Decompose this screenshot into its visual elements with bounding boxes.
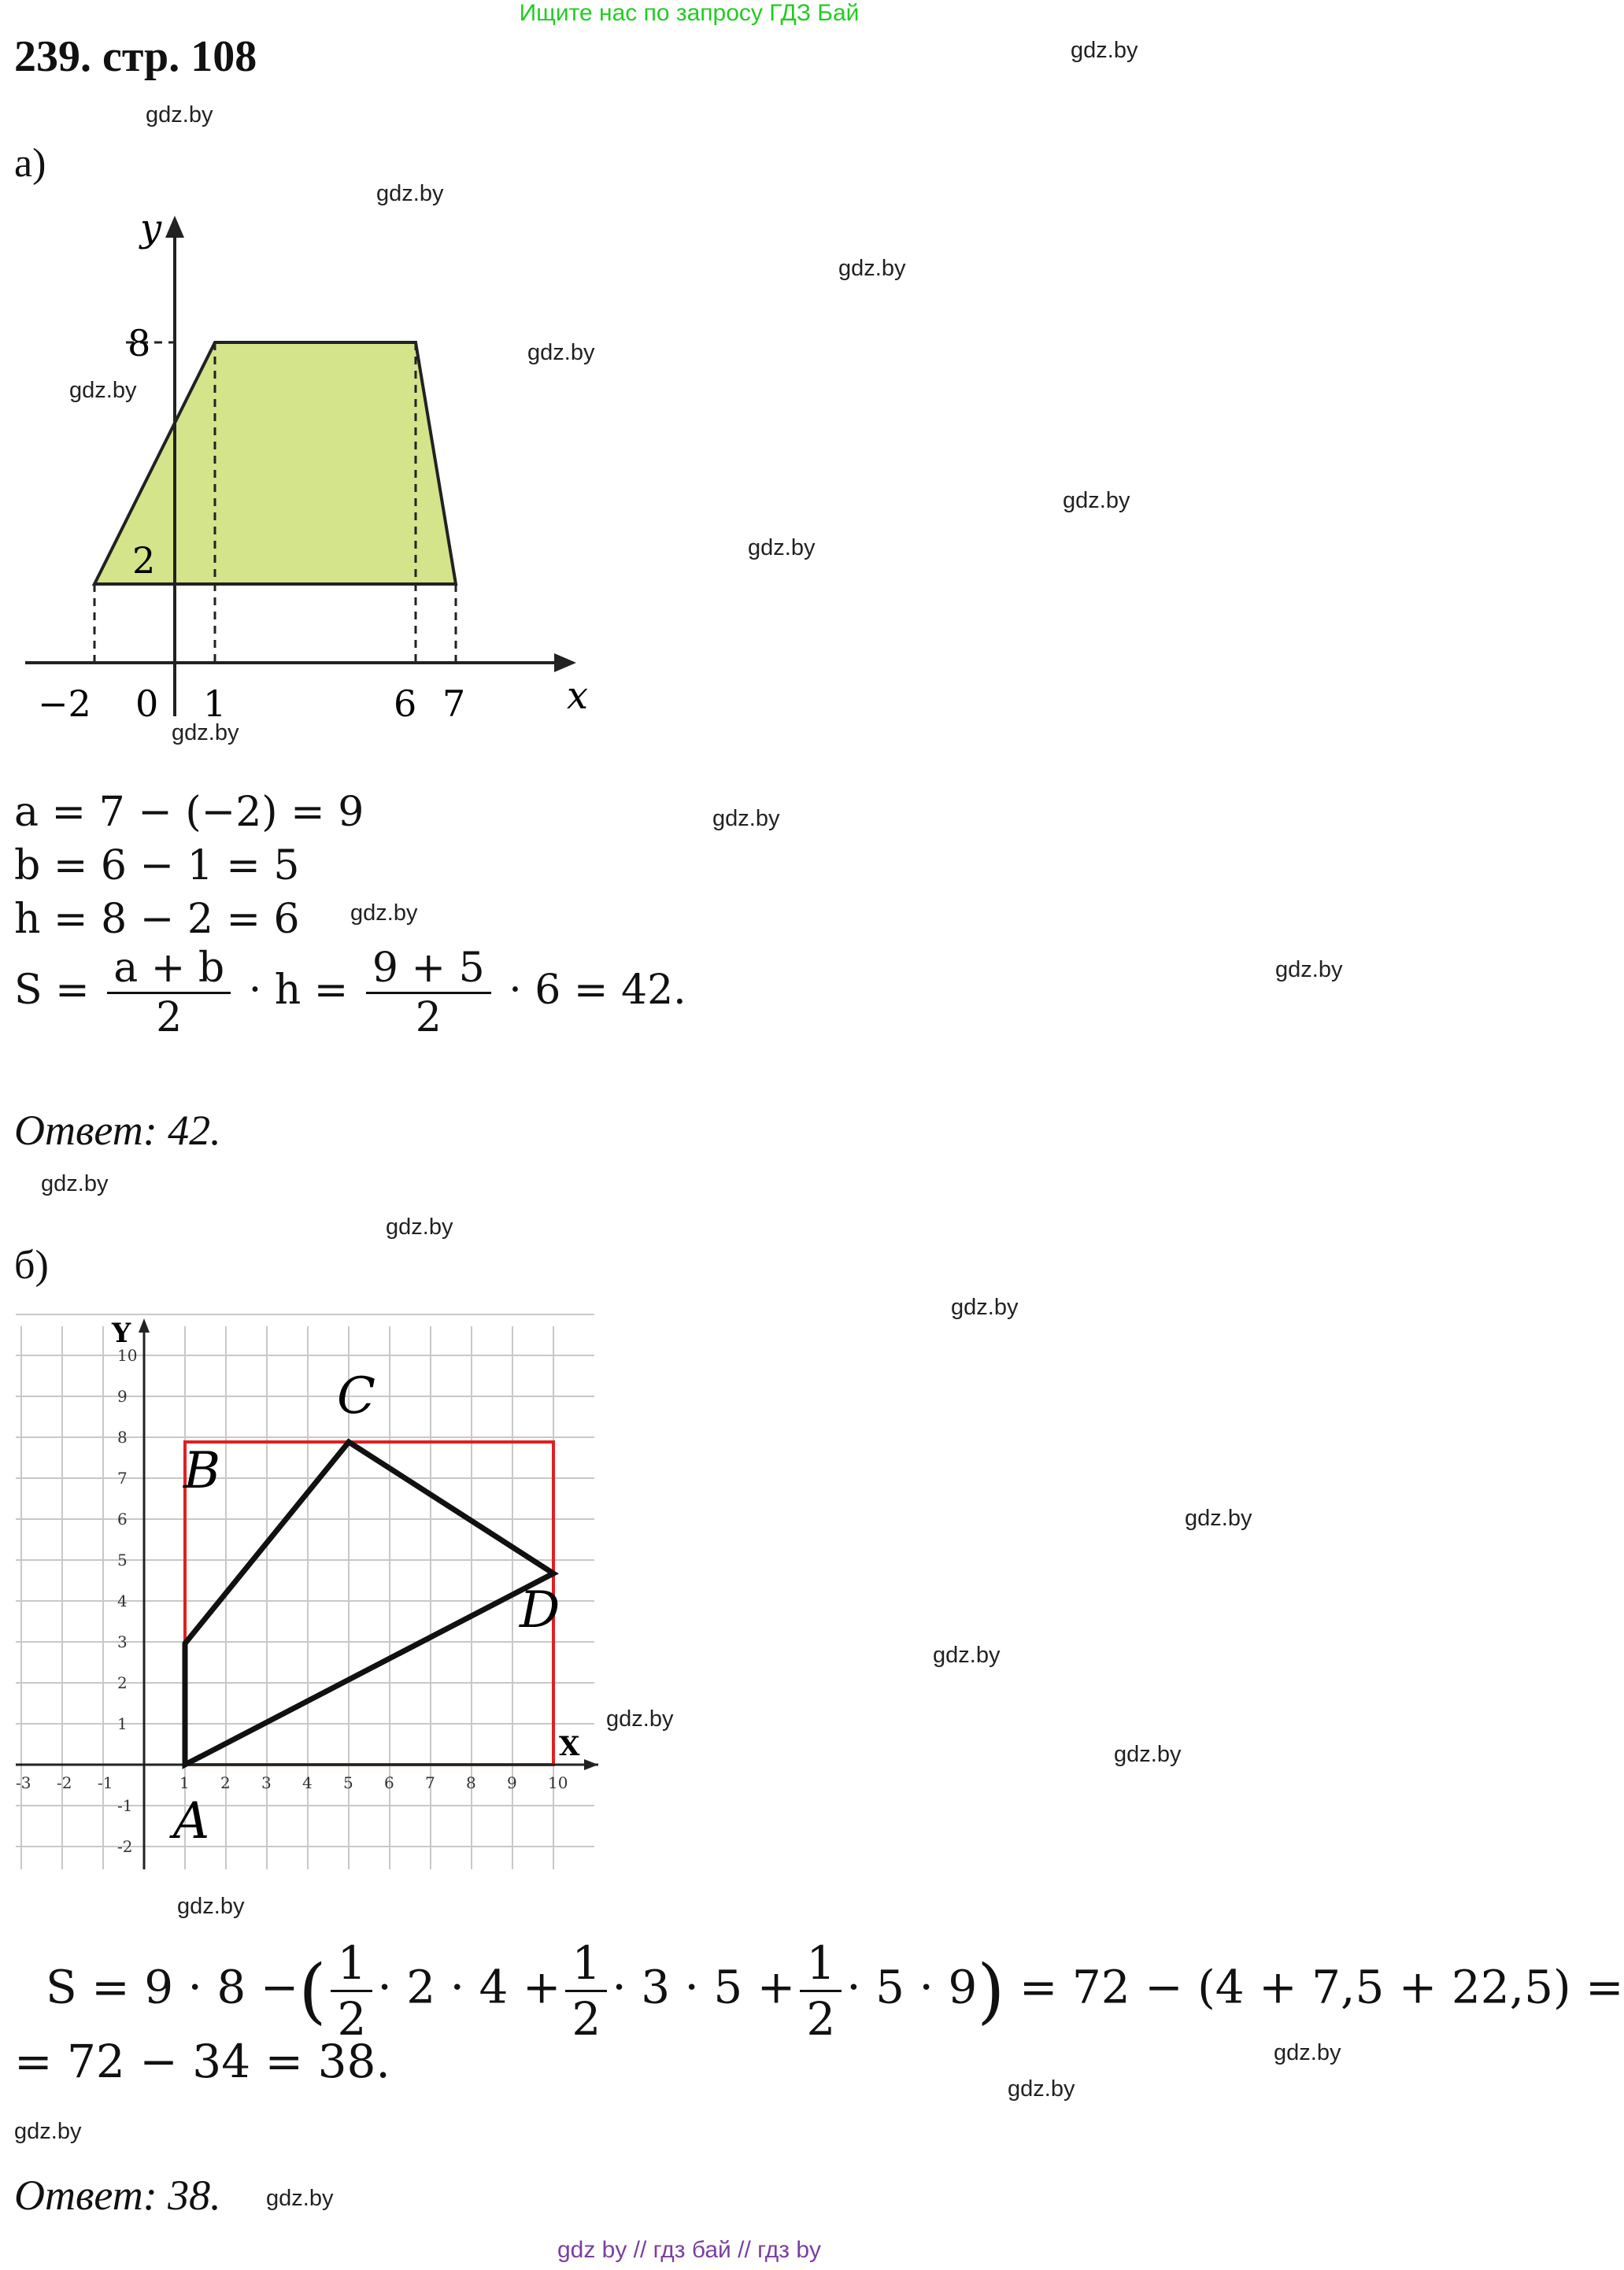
y-tick-label: -2	[117, 1837, 133, 1856]
y-axis-label: Y	[112, 1318, 131, 1349]
y-axis-label: y	[140, 206, 162, 250]
watermark: gdz.by	[172, 720, 239, 745]
eq-a-line3: h = 8 − 2 = 6	[14, 896, 300, 943]
watermark: gdz.by	[266, 2186, 334, 2211]
tick-x-neg2: −2	[38, 682, 91, 725]
x-tick-label: 1	[179, 1773, 190, 1792]
watermark: gdz.by	[1071, 38, 1138, 63]
y-tick-label: 2	[117, 1673, 128, 1692]
x-tick-label: -3	[16, 1773, 31, 1792]
x-tick-label: 7	[425, 1773, 435, 1792]
eq-a-line1: a = 7 − (−2) = 9	[14, 789, 364, 836]
trapezoid-graph	[16, 205, 598, 740]
y-arrow	[139, 1318, 150, 1333]
watermark: gdz.by	[1185, 1506, 1252, 1531]
tick-x-1: 1	[203, 682, 227, 725]
y-tick-label: 7	[117, 1469, 128, 1488]
watermark: gdz.by	[1275, 957, 1343, 982]
y-arrow	[165, 216, 184, 238]
watermark: gdz.by	[1114, 1742, 1182, 1767]
half-1: $\frac{1}{2}$	[331, 1936, 372, 2046]
x-axis-label: x	[567, 674, 589, 718]
watermark: gdz.by	[69, 378, 137, 403]
watermark: gdz.by	[1008, 2076, 1075, 2102]
x-tick-label: 6	[384, 1773, 394, 1792]
area-mid: · h =	[248, 967, 349, 1014]
watermark: gdz.by	[1274, 2040, 1341, 2065]
part-a-label: а)	[14, 141, 46, 186]
eq-b-line2: = 72 − 34 = 38.	[14, 2035, 390, 2088]
x-tick-label: 5	[343, 1773, 353, 1792]
watermark: gdz.by	[712, 806, 780, 831]
point-C: C	[337, 1367, 375, 1425]
y-tick-label: 5	[117, 1551, 128, 1569]
tick-x-7: 7	[442, 682, 466, 725]
watermark: gdz.by	[951, 1295, 1019, 1320]
watermark: gdz.by	[1063, 488, 1130, 513]
watermark: gdz.by	[748, 535, 816, 560]
point-D: D	[520, 1581, 560, 1640]
watermark: gdz.by	[527, 340, 595, 365]
eq-b-line1: S = 9 · 8 −( $\frac{1}{2}$ · 2 · 4 + $\frac{1}{2}$ · 3 · 5 + $\frac{1}{2}$ · 5 · 9) = 72 − (4 + 7,5 + 22,5) =	[46, 1936, 1624, 2046]
area-prefix: S =	[14, 967, 90, 1014]
watermark: gdz.by	[838, 256, 906, 281]
watermark: gdz.by	[350, 900, 418, 926]
x-tick-label: 2	[220, 1773, 231, 1792]
point-A: A	[173, 1792, 210, 1850]
grid-graph	[16, 1318, 598, 1877]
watermark: gdz.by	[41, 1171, 109, 1196]
tick-x-6: 6	[394, 682, 417, 725]
watermark: gdz.by	[177, 1894, 245, 1919]
x-arrow	[584, 1759, 598, 1770]
watermark: gdz.by	[376, 181, 444, 206]
part-b-label: б)	[14, 1243, 49, 1288]
fraction-95: $\frac{9 + 5}{2}$	[366, 945, 491, 1041]
y-tick-label: 1	[117, 1714, 128, 1733]
answer-b: Ответ: 38.	[14, 2172, 221, 2219]
y-tick-label: 9	[117, 1387, 128, 1406]
answer-a: Ответ: 42.	[14, 1107, 221, 1154]
tick-x-0: 0	[135, 682, 159, 725]
quadrilateral-ABCD	[185, 1442, 553, 1765]
tick-y-2: 2	[132, 539, 156, 582]
y-tick-label: -1	[117, 1796, 133, 1815]
eq-b-prefix: S = 9 · 8 −	[46, 1960, 299, 2014]
eq-a-line2: b = 6 − 1 = 5	[14, 842, 300, 889]
problem-title: 239. стр. 108	[14, 32, 257, 81]
eq-a-area-formula	[14, 945, 686, 1041]
x-tick-label: 9	[507, 1773, 517, 1792]
x-arrow	[554, 653, 576, 672]
x-tick-label: 4	[302, 1773, 313, 1792]
watermark: gdz.by	[606, 1706, 674, 1732]
half-2: $\frac{1}{2}$	[565, 1936, 607, 2046]
x-tick-label: 10	[548, 1773, 568, 1792]
y-tick-label: 8	[117, 1428, 128, 1447]
fraction-ab: $\frac{a + b}{2}$	[107, 945, 231, 1041]
watermark: gdz.by	[146, 102, 213, 128]
footer-links[interactable]: gdz by // гдз бай // гдз by	[557, 2237, 822, 2263]
half-3: $\frac{1}{2}$	[800, 1936, 842, 2046]
x-axis-label: X	[559, 1731, 580, 1762]
y-tick-label: 3	[117, 1632, 128, 1651]
y-tick-label: 6	[117, 1510, 128, 1529]
y-tick-label: 4	[117, 1592, 128, 1610]
x-tick-label: -1	[98, 1773, 113, 1792]
x-tick-label: 3	[261, 1773, 272, 1792]
watermark: gdz.by	[14, 2119, 82, 2144]
x-tick-label: 8	[466, 1773, 476, 1792]
y-tick-label: 10	[117, 1346, 138, 1365]
tick-y-8: 8	[128, 322, 151, 364]
watermark: gdz.by	[933, 1643, 1001, 1668]
point-B: B	[183, 1442, 221, 1500]
top-banner[interactable]: Ищите нас по запросу ГДЗ Бай	[519, 0, 860, 26]
watermark: gdz.by	[386, 1214, 453, 1240]
x-tick-label: -2	[57, 1773, 72, 1792]
eq-b-rest: = 72 − (4 + 7,5 + 22,5) =	[1019, 1960, 1624, 2014]
area-suffix: · 6 = 42.	[509, 967, 686, 1014]
